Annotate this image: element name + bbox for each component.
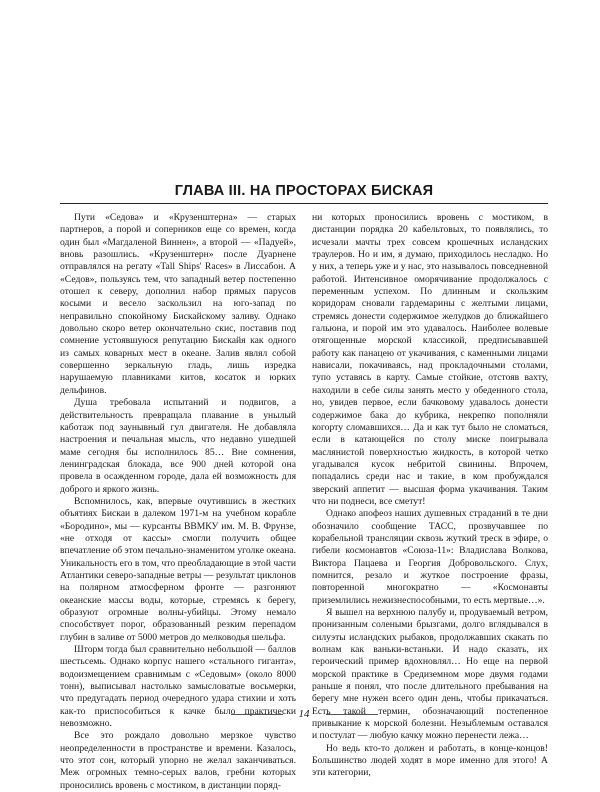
paragraph: Пути «Седова» и «Крузенштерна» — старых партнеров, а порой и соперников еще со времен, когда один был «Магдаленой Виннен», а второй — «Падуей», вновь разошлись. «Крузенштерн» после Дуарнене отправлялся на регату «Tall Ships' Races» в Лиссабон. А «Седов», пользуясь тем, что западный ветер постепенно отошел к северу, дополнил набор прямых парусов косыми и весело заскользил на юго-запад по неправильно спокойному Бискайскому заливу. Однако довольно скоро ветер окончательно скис, поставив под сомнение устоявшуюся репутацию Бискайя как одного из самых коварных мест в океане. Залив являл собой совершенно зеркальную гладь, лишь изредка нарушаемую плавниками китов, косаток и юрких дельфинов.: [60, 212, 296, 396]
footer-rule-right: [326, 714, 378, 715]
paragraph: Вспомнилось, как, впервые очутившись в жестких объятиях Бискаи в далеком 1971-м на учебном корабле «Бородино», мы — курсанты ВВМКУ им. М. В. Фрунзе, «не отходя от кассы» смогли получить общее впечатление об этом печально-знаменитом уголке океана. Уникальность его в том, что преобладающие в этой части Атлантики северо-западные ветры — результат циклонов на полярном атмосферном фронте — разгоняют океанские массы воды, которые, стремясь к берегу, образуют огромные волны-убийцы. Этому немало способствует порог, образованный резким перепадом глубин в заливе от 5000 метров до мелководья шельфа.: [60, 495, 296, 643]
title-underline: [60, 203, 548, 204]
page-number: 14: [298, 708, 310, 720]
left-column: [60, 212, 296, 792]
chapter-heading: [60, 183, 548, 204]
right-column: [312, 212, 548, 780]
paragraph: Но ведь кто-то должен и работать, в конце-концов! Большинство людей ходят в море именно для этого! А эти категории,: [312, 742, 548, 779]
paragraph: Я вышел на верхнюю палубу и, продуваемый ветром, пронизанным солеными брызгами, долго вглядывался в силуэты исландских рыбаков, продолжавших скакать по волнам как ваньки-встаньки. И надо сказать, их героический пример вдохновлял… Но еще на первой морской практике в Средиземном море двумя годами раньше я понял, что после длительного пребывания на берегу мне нужен всего один день, чтобы прикачаться. Есть такой термин, обозначающий постепенное привыкание к морской болезни. Незыблемым оставался и постулат — любую качку можно перенести лежа…: [312, 607, 548, 742]
chapter-title: ГЛАВА III. НА ПРОСТОРАХ БИСКАЯ: [174, 183, 434, 199]
page-footer: [60, 708, 548, 720]
paragraph: Однако апофеоз наших душевных страданий в те дни обозначило сообщение ТАСС, прозвучавшее по корабельной трансляции сквозь жуткий треск в эфире, о гибели космонавтов «Союза-11»: Владислава Волкова, Виктора Пацаева и Георгия Добровольского. Слух, помнится, резало и жуткое построение фразы, повторенной многократно — «Космонавты приземлились нежизнеспособными, то есть мертвые…».: [312, 508, 548, 606]
footer-rule-left: [231, 714, 283, 715]
paragraph: ни которых проносились вровень с мостиком, в дистанции порядка 20 кабельтовых, то появлялись, то исчезали мачты трех совсем крошечных исландских траулеров. Но и им, я думаю, приходилось несладко. Но у них, а теперь уже и у нас, это называлось повседневной работой. Интенсивное оморячивание продолжалось с переменным успехом. По длинным и скользким коридорам сновали гардемарины с желтыми лицами, стремясь донести содержимое желудков до ближайшего гальюна, и порой им это удавалось. Наиболее волевые отягощенные морской классикой, предписывавшей работу как панацею от укачивания, с каменными лицами нависали, покачиваясь, над прокладочными столами, тупо уставясь в карту. Самые стойкие, отстояв вахту, находили в себе силы занять место у обеденного стола, но, увидев первое, если бачковому удавалось донести содержимое бака до кубрика, некрепко пополняли когорту сломавшихся… Да и как тут было не сломаться, если в катающейся по столу миске поигрывала маслянистой поверхностью жидкость, в которой четко угадывался кусок небритой свинины. Впрочем, попадались среди нас и такие, в ком пробуждался зверский аппетит — высшая форма укачивания. Таким что ни поднеси, все сметут!: [312, 212, 548, 507]
paragraph: Душа требовала испытаний и подвигов, а действительность превращала плавание в унылый каботаж под заунывный гул двигателя. Не добавляла настроения и печальная мысль, что недавно ушедшей маме сегодня бы исполнилось 85… Вне сомнения, ленинградская блокада, все 900 дней которой она провела в осажденном городе, дала ей возможность для доброго и яркого жизнь.: [60, 397, 296, 495]
paragraph: Все это рождало довольно мерзкое чувство неопределенности в пространстве и времени. Казалось, что этот сон, который упорно не желал заканчиваться. Меж огромных темно-серых валов, гребни которых проносились вровень с мостиком, в дистанции поряд-: [60, 730, 296, 791]
paragraph: Шторм тогда был сравнительно небольшой — баллов шестьсемь. Однако корпус нашего «стального гиганта», водоизмещением сравнимым с «Седовым» (около 8000 тонн), выписывал настолько замысловатые восьмерки, что предугадать период очередного удара стихии и хоть как-то приспособиться к качке было практически невозможно.: [60, 644, 296, 730]
